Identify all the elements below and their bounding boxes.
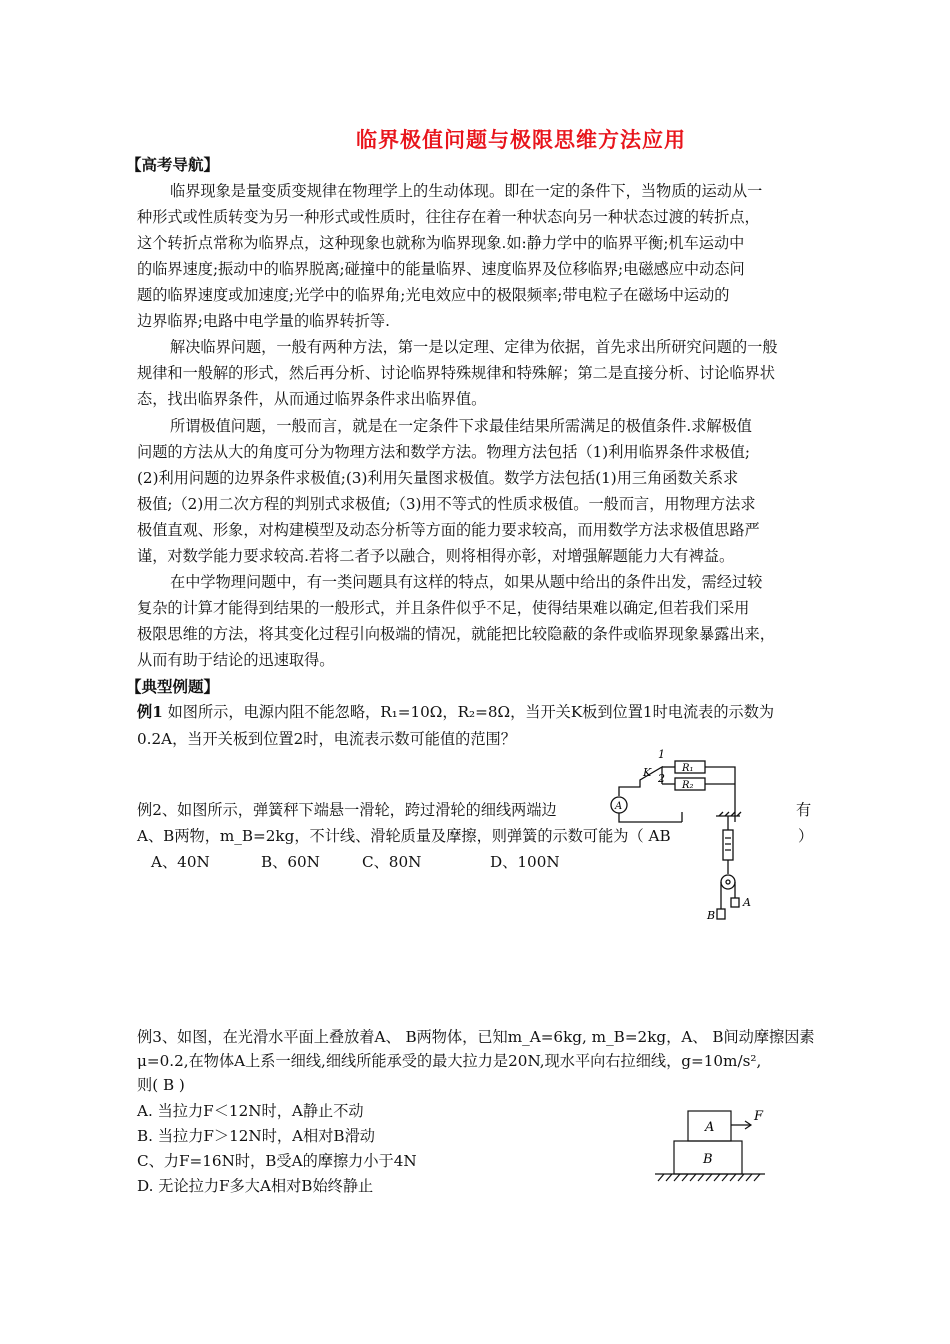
example3-option-b: B. 当拉力F＞12N时，A相对B滑动 <box>137 1127 375 1145</box>
intro-line: 的临界速度;振动中的临界脱离;碰撞中的能量临界、速度临界及位移临界;电磁感应中动态问 <box>137 260 745 278</box>
intro-line: 极限思维的方法，将其变化过程引向极端的情况，就能把比较隐蔽的条件或临界现象暴露出来， <box>137 625 775 643</box>
example3-line1: 例3、如图，在光滑水平面上叠放着A、 B两物体，已知m_A=6kg, m_B=2kg，A、 B间动摩擦因素 <box>137 1028 815 1046</box>
intro-line: (2)利用问题的边界条件求极值;(3)利用矢量图求极值。数学方法包括(1)用三角函数关系求 <box>137 469 739 487</box>
example3-option-d: D. 无论拉力F多大A相对B始终静止 <box>137 1177 374 1195</box>
intro-line: 这个转折点常称为临界点，这种现象也就称为临界现象.如:静力学中的临界平衡;机车运动中 <box>137 234 745 252</box>
block-label-a: A <box>705 1120 715 1135</box>
example1-line1 <box>137 702 774 722</box>
intro-line: 态，找出临界条件，从而通过临界条件求出临界值。 <box>137 390 487 408</box>
circuit-label-pos1: 1 <box>658 748 665 761</box>
example1-text: 如图所示，电源内阻不能忽略，R₁=10Ω，R₂=8Ω，当开关K板到位置1时电流表的示数为 <box>167 703 775 721</box>
intro-line: 在中学物理问题中，有一类问题具有这样的特点，如果从题中给出的条件出发，需经过较 <box>170 573 763 591</box>
intro-line: 复杂的计算才能得到结果的一般形式，并且条件似乎不足，使得结果难以确定,但若我们采用 <box>137 599 750 617</box>
example3-line3: 则( B ) <box>137 1076 185 1094</box>
section-heading-examples: 【典型例题】 <box>126 678 220 696</box>
example1-label: 例1 <box>137 703 163 721</box>
circuit-diagram <box>610 742 745 822</box>
stacked-blocks-diagram <box>650 1108 775 1183</box>
example2-option-a: A、40N <box>151 853 210 871</box>
circuit-label-r1: R₁ <box>682 763 694 774</box>
intro-line: 临界现象是量变质变规律在物理学上的生动体现。即在一定的条件下，当物质的运动从一 <box>170 182 763 200</box>
example1-line2: 0.2A，当开关板到位置2时，电流表示数可能值的范围？ <box>137 730 516 748</box>
intro-line: 所谓极值问题，一般而言，就是在一定条件下求最佳结果所需满足的极值条件.求解极值 <box>170 417 752 435</box>
section-heading-gaokao: 【高考导航】 <box>126 156 220 174</box>
spring-label-a: A <box>743 896 751 909</box>
circuit-label-pos2: 2 <box>658 772 665 785</box>
circuit-label-k: K <box>643 766 652 779</box>
page-title: 临界极值问题与极限思维方法应用 <box>356 128 686 152</box>
example2-line1: 例2、如图所示，弹簧秤下端悬一滑轮，跨过滑轮的细线两端边 <box>137 801 557 819</box>
spring-pulley-diagram <box>700 812 760 927</box>
intro-line: 种形式或性质转变为另一种形式或性质时，往往存在着一种状态向另一种状态过渡的转折点， <box>137 208 760 226</box>
intro-line: 题的临界速度或加速度;光学中的临界角;光电效应中的极限频率;带电粒子在磁场中运动的 <box>137 286 730 304</box>
intro-line: 规律和一般解的形式，然后再分析、讨论临界特殊规律和特殊解；第二是直接分析、讨论临界状 <box>137 364 775 382</box>
spring-label-b: B <box>707 909 716 922</box>
circuit-label-meter: A <box>615 801 623 812</box>
example2-option-c: C、80N <box>362 853 422 871</box>
example2-option-d: D、100N <box>490 853 560 871</box>
example3-line2: μ=0.2,在物体A上系一细线,细线所能承受的最大拉力是20N,现水平向右拉细线，g=10m/s², <box>137 1052 762 1070</box>
intro-line: 边界临界;电路中电学量的临界转折等. <box>137 312 390 330</box>
intro-line: 问题的方法从大的角度可分为物理方法和数学方法。物理方法包括（1)利用临界条件求极值; <box>137 443 751 461</box>
intro-line: 从而有助于结论的迅速取得。 <box>137 651 335 669</box>
example2-line2-end: ） <box>798 827 814 845</box>
circuit-label-r2: R₂ <box>682 780 694 791</box>
example2-option-b: B、60N <box>261 853 320 871</box>
intro-line: 谨，对数学能力要求较高.若将二者予以融合，则将相得亦彰，对增强解题能力大有裨益。 <box>137 547 735 565</box>
force-label-f: F <box>754 1109 764 1124</box>
intro-line: 极值直观、形象，对构建模型及动态分析等方面的能力要求较高，而用数学方法求极值思路严 <box>137 521 760 539</box>
block-label-b: B <box>703 1152 713 1167</box>
example3-option-a: A. 当拉力F＜12N时，A静止不动 <box>137 1102 364 1120</box>
example2-line1-end: 有 <box>796 801 812 819</box>
example2-line2: A、B两物，m_B=2kg，不计线、滑轮质量及摩擦，则弹簧的示数可能为（ AB <box>137 827 671 845</box>
intro-line: 极值;（2)用二次方程的判别式求极值;（3)用不等式的性质求极值。一般而言，用物理方法求 <box>137 495 756 513</box>
example3-option-c: C、力F=16N时，B受A的摩擦力小于4N <box>137 1152 417 1170</box>
intro-line: 解决临界问题，一般有两种方法，第一是以定理、定律为依据，首先求出所研究问题的一般 <box>170 338 778 356</box>
